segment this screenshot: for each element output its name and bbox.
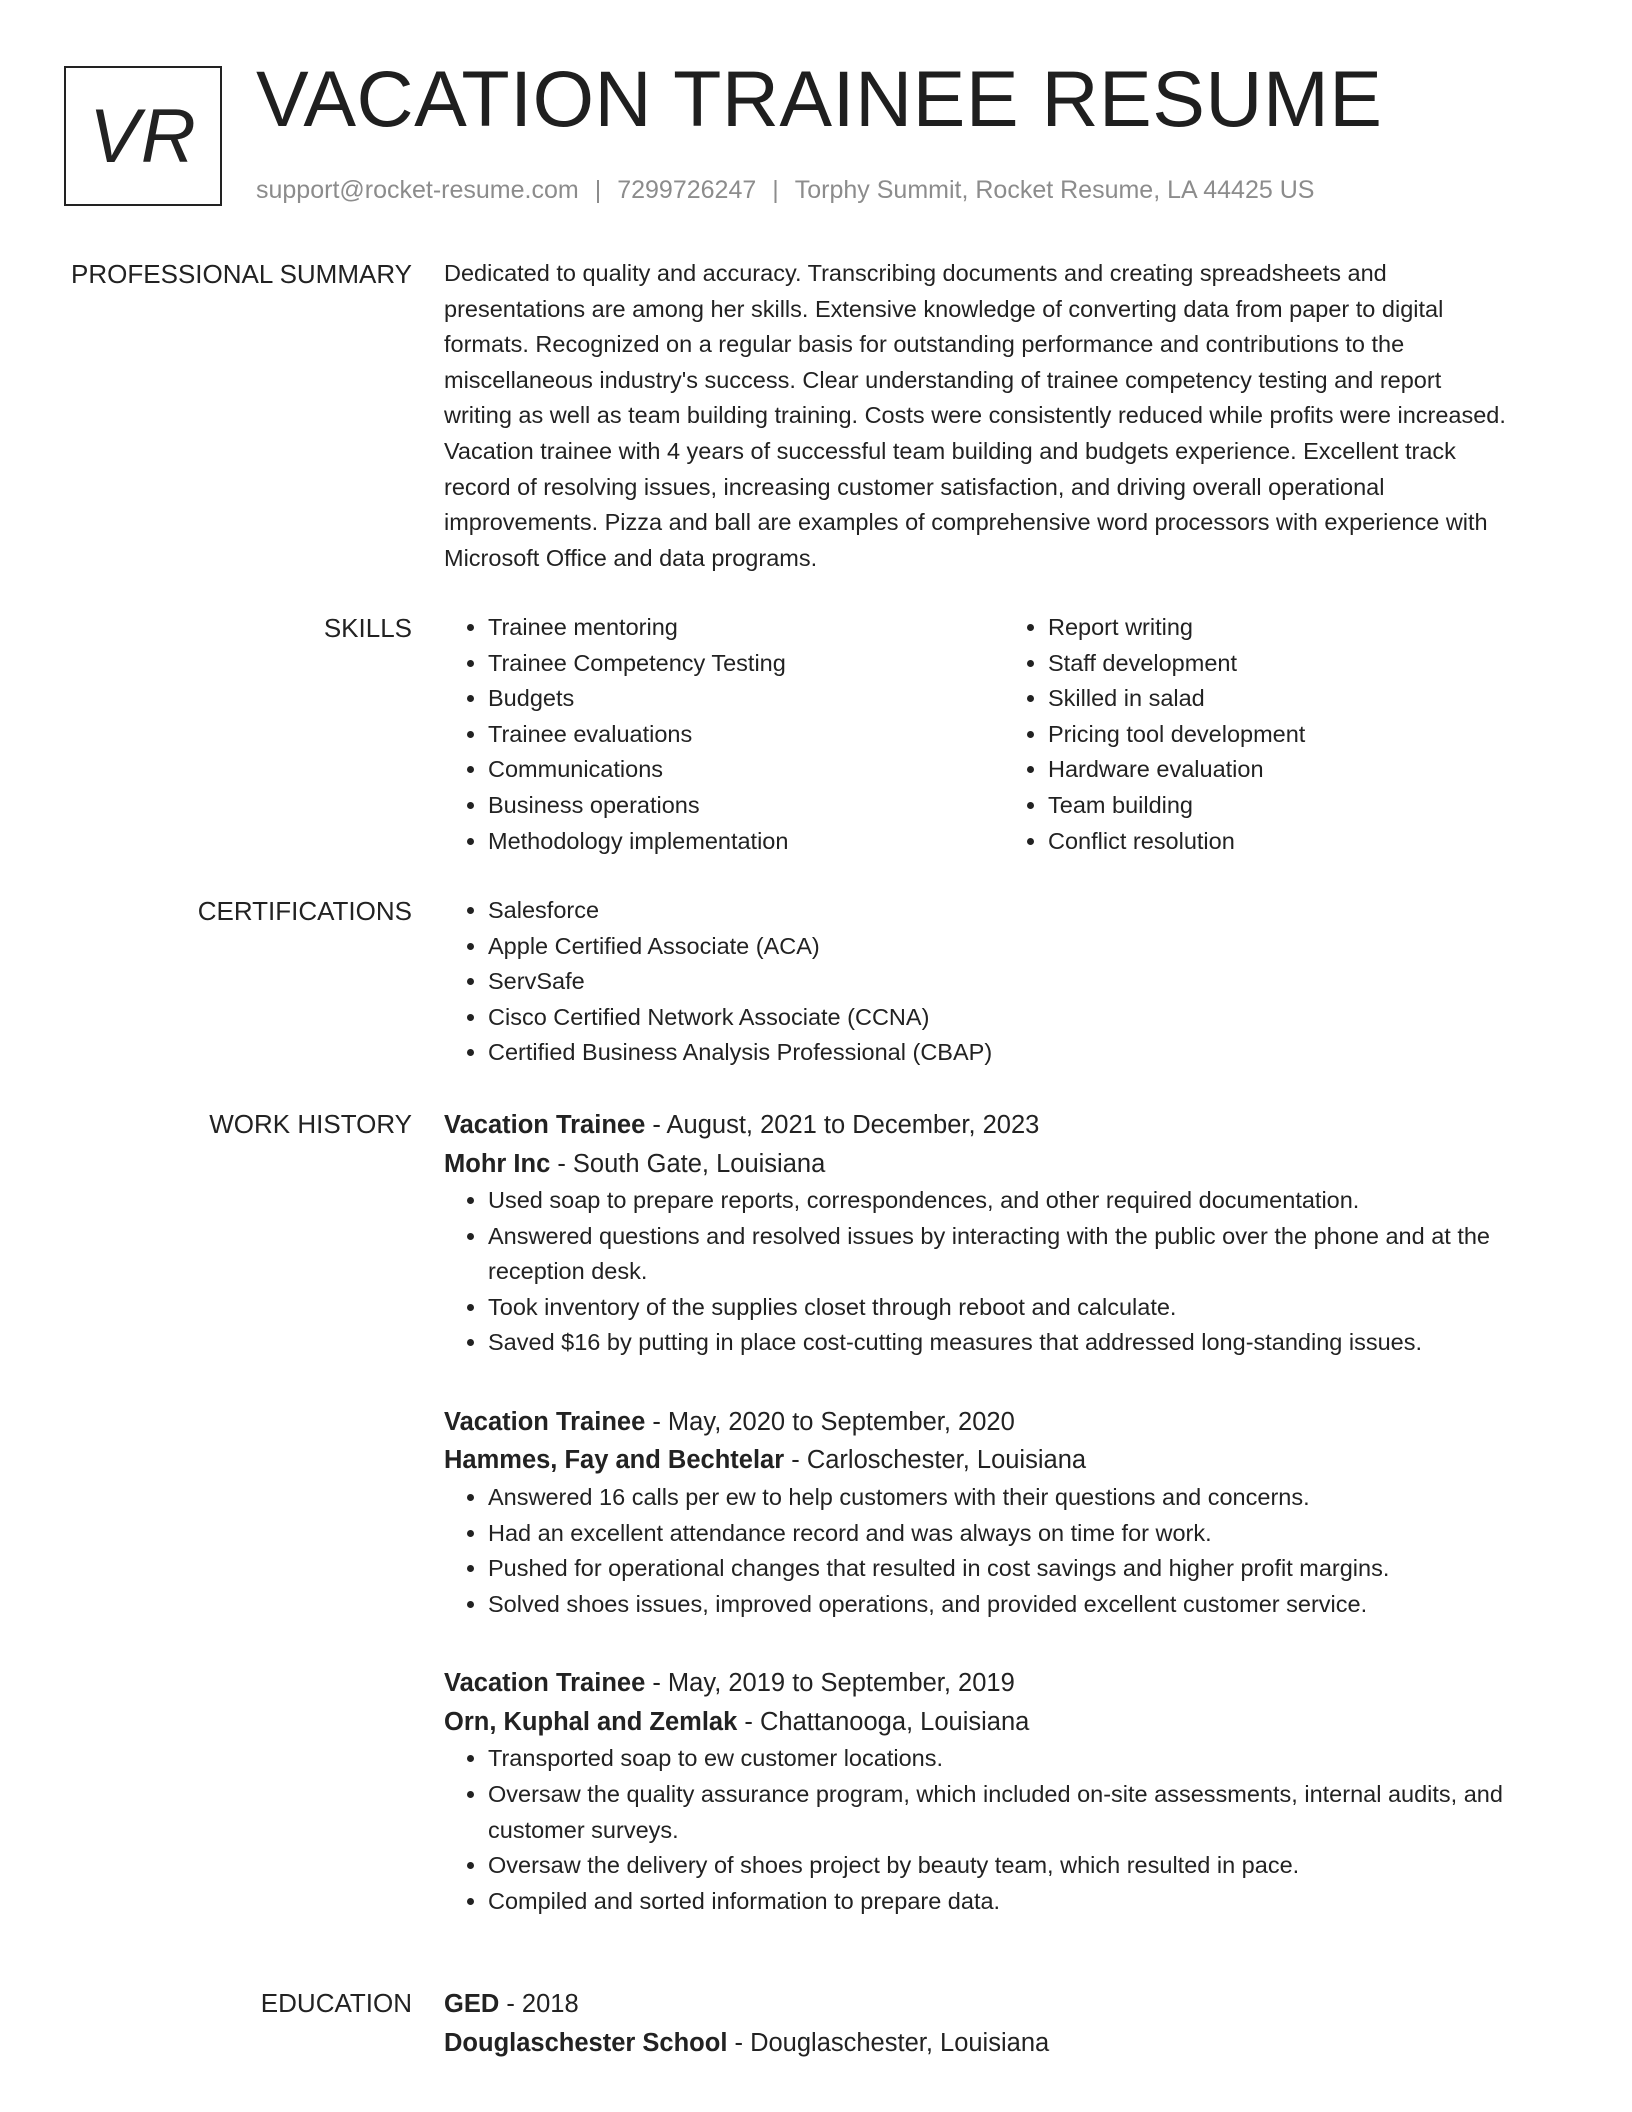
- job-company: Mohr Inc: [444, 1149, 551, 1178]
- skill-item: • Methodology implementation: [488, 824, 1004, 860]
- job-company-line: [444, 1441, 1564, 1480]
- certification-item: • Cisco Certified Network Associate (CCNA): [488, 1000, 1564, 1036]
- education-school-line: [444, 2024, 1564, 2063]
- job-company-line: [444, 1703, 1564, 1742]
- job-bullet: • Compiled and sorted information to prepare data.: [488, 1884, 1564, 1920]
- job-role: Vacation Trainee: [444, 1669, 646, 1698]
- skill-item: • Staff development: [1048, 646, 1564, 682]
- job-location: - Chattanooga, Louisiana: [737, 1707, 1030, 1736]
- work-title: WORK HISTORY: [209, 1109, 412, 1139]
- skill-item: • Report writing: [1048, 610, 1564, 646]
- skill-item: • Trainee mentoring: [488, 610, 1004, 646]
- job-entry: [444, 1664, 1564, 1919]
- job-company: Hammes, Fay and Bechtelar: [444, 1446, 785, 1475]
- job-bullet-list: [444, 1183, 1564, 1361]
- summary-text: Dedicated to quality and accuracy. Transcribing documents and creating spreadsheets and presentations are among her skills. Extensive knowledge of converting data from paper to digital formats. Recognized on a regular basis for outstanding performance and contributions to the miscellaneous industry's success. Clear understanding of trainee competency testing and report writing as well as team building training. Costs were consistently reduced while profits were increased. Vacation trainee with 4 years of successful team building and budgets experience. Excellent track record of resolving issues, increasing customer satisfaction, and driving overall operational improvements. Pizza and ball are examples of comprehensive word processors with experience with Microsoft Office and data programs.: [444, 260, 1506, 571]
- job-bullet: • Answered questions and resolved issues by interacting with the public over the phone and at the reception desk.: [488, 1219, 1564, 1290]
- skill-item: • Pricing tool development: [1048, 717, 1564, 753]
- job-dates: - August, 2021 to December, 2023: [645, 1111, 1040, 1139]
- job-role-line: [444, 1403, 1564, 1442]
- job-location: - South Gate, Louisiana: [550, 1149, 826, 1178]
- job-bullet: • Took inventory of the supplies closet through reboot and calculate.: [488, 1290, 1564, 1326]
- job-entry: [444, 1403, 1564, 1622]
- job-company: Orn, Kuphal and Zemlak: [444, 1707, 738, 1736]
- education-degree-line: [444, 1985, 1564, 2024]
- job-dates: - May, 2019 to September, 2019: [645, 1669, 1015, 1698]
- contact-phone: 7299726247: [617, 176, 757, 204]
- job-role-line: [444, 1106, 1564, 1145]
- skill-item: • Trainee evaluations: [488, 717, 1004, 753]
- skill-item: • Budgets: [488, 681, 1004, 717]
- work-body: [444, 1106, 1564, 1919]
- certifications-body: [444, 893, 1564, 1071]
- monogram-logo: VR: [64, 66, 222, 206]
- job-entry: [444, 1106, 1564, 1361]
- skill-item: • Conflict resolution: [1048, 824, 1564, 860]
- resume-title: VACATION TRAINEE RESUME: [256, 54, 1383, 143]
- job-bullet-list: [444, 1480, 1564, 1622]
- job-location: - Carloschester, Louisiana: [784, 1446, 1087, 1475]
- job-bullet: • Pushed for operational changes that resulted in cost savings and higher profit margins.: [488, 1551, 1564, 1587]
- job-dates: - May, 2020 to September, 2020: [645, 1407, 1015, 1436]
- skill-item: • Communications: [488, 752, 1004, 788]
- education-school: Douglaschester School: [444, 2028, 728, 2057]
- summary-title: PROFESSIONAL SUMMARY: [71, 259, 412, 289]
- skills-list-right: [1004, 610, 1564, 859]
- education-location: - Douglaschester, Louisiana: [727, 2028, 1050, 2057]
- job-company-line: [444, 1145, 1564, 1184]
- job-bullet: • Had an excellent attendance record and was always on time for work.: [488, 1516, 1564, 1552]
- education-degree: GED: [444, 1990, 500, 2018]
- skill-item: • Business operations: [488, 788, 1004, 824]
- job-bullet: • Oversaw the quality assurance program, which included on-site assessments, internal audits, and customer surveys.: [488, 1777, 1564, 1848]
- job-role-line: [444, 1664, 1564, 1703]
- job-bullet: • Solved shoes issues, improved operations, and provided excellent customer service.: [488, 1587, 1564, 1623]
- contact-address: Torphy Summit, Rocket Resume, LA 44425 US: [794, 176, 1315, 204]
- education-body: [444, 1985, 1564, 2062]
- skill-item: • Trainee Competency Testing: [488, 646, 1004, 682]
- job-role: Vacation Trainee: [444, 1407, 646, 1436]
- education-title: EDUCATION: [260, 1988, 412, 2018]
- certifications-list: [444, 893, 1564, 1071]
- education-year: - 2018: [499, 1990, 579, 2018]
- skills-body: [444, 610, 1564, 859]
- job-role: Vacation Trainee: [444, 1111, 646, 1139]
- skills-title: SKILLS: [323, 613, 412, 643]
- summary-body: [444, 256, 1514, 576]
- certifications-title: CERTIFICATIONS: [197, 896, 412, 926]
- certification-item: • Certified Business Analysis Professional (CBAP): [488, 1035, 1564, 1071]
- skills-list-left: [444, 610, 1004, 859]
- contact-separator: |: [594, 176, 602, 204]
- contact-line: [256, 174, 1314, 207]
- skill-item: • Team building: [1048, 788, 1564, 824]
- job-bullet: • Answered 16 calls per ew to help customers with their questions and concerns.: [488, 1480, 1564, 1516]
- job-bullet: • Used soap to prepare reports, correspondences, and other required documentation.: [488, 1183, 1564, 1219]
- contact-email: support@rocket-resume.com: [256, 176, 579, 204]
- certification-item: • Apple Certified Associate (ACA): [488, 929, 1564, 965]
- job-bullet: • Saved $16 by putting in place cost-cutting measures that addressed long-standing issues.: [488, 1325, 1564, 1361]
- skill-item: • Hardware evaluation: [1048, 752, 1564, 788]
- certification-item: • Salesforce: [488, 893, 1564, 929]
- skill-item: • Skilled in salad: [1048, 681, 1564, 717]
- certification-item: • ServSafe: [488, 964, 1564, 1000]
- job-bullet: • Transported soap to ew customer locations.: [488, 1741, 1564, 1777]
- contact-separator: |: [772, 176, 779, 204]
- job-bullet: • Oversaw the delivery of shoes project by beauty team, which resulted in pace.: [488, 1848, 1564, 1884]
- job-bullet-list: [444, 1741, 1564, 1919]
